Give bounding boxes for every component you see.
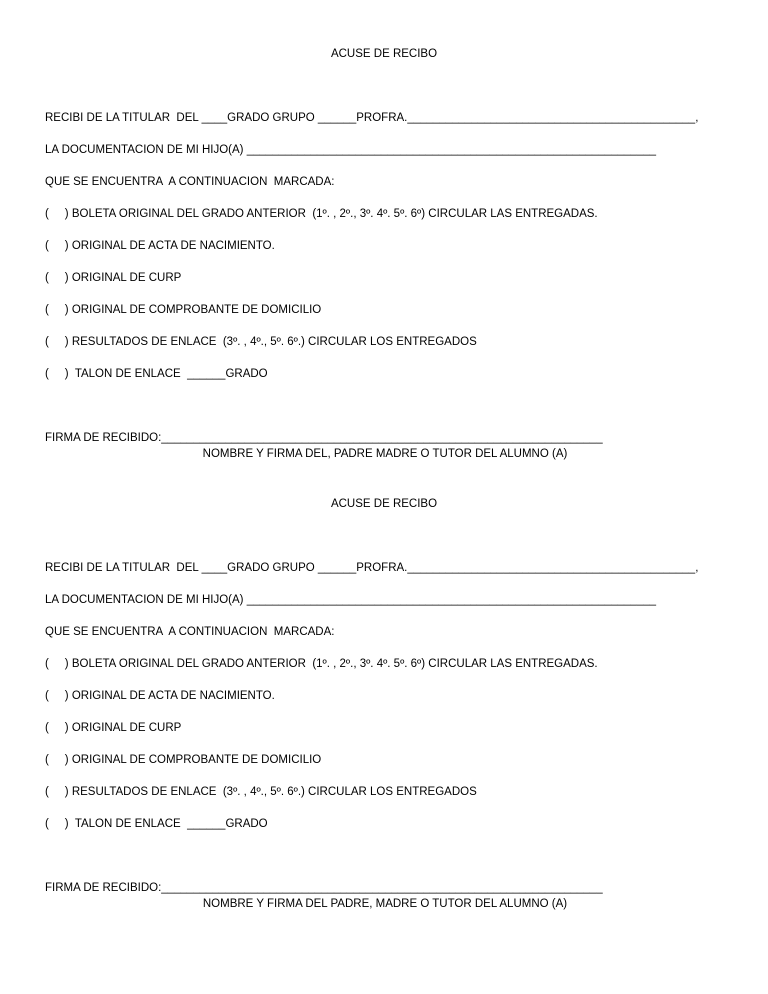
received-line: RECIBI DE LA TITULAR DEL ____GRADO GRUPO ______PROFRA._____________________________________________, bbox=[45, 112, 699, 124]
signature-line: FIRMA DE RECIBIDO:_____________________________________________________________________ bbox=[45, 432, 603, 444]
intro-text: QUE SE ENCUENTRA A CONTINUACION MARCADA: bbox=[45, 176, 335, 188]
checklist-item-boleta: ( ) BOLETA ORIGINAL DEL GRADO ANTERIOR (1º. , 2º., 3º. 4º. 5º. 6º) CIRCULAR LAS ENTREGADAS. bbox=[45, 208, 598, 220]
section-title: ACUSE DE RECIBO bbox=[330, 48, 438, 60]
checklist-item-curp: ( ) ORIGINAL DE CURP bbox=[45, 272, 182, 284]
checklist-item-enlace-results: ( ) RESULTADOS DE ENLACE (3º. , 4º., 5º. 6º.) CIRCULAR LOS ENTREGADOS bbox=[45, 786, 477, 798]
section-title: ACUSE DE RECIBO bbox=[330, 498, 438, 510]
checklist-item-domicilio: ( ) ORIGINAL DE COMPROBANTE DE DOMICILIO bbox=[45, 754, 322, 766]
checklist-item-curp: ( ) ORIGINAL DE CURP bbox=[45, 722, 182, 734]
checklist-item-enlace-results: ( ) RESULTADOS DE ENLACE (3º. , 4º., 5º. 6º.) CIRCULAR LOS ENTREGADOS bbox=[45, 336, 477, 348]
checklist-item-domicilio: ( ) ORIGINAL DE COMPROBANTE DE DOMICILIO bbox=[45, 304, 322, 316]
intro-text: QUE SE ENCUENTRA A CONTINUACION MARCADA: bbox=[45, 626, 335, 638]
signature-line: FIRMA DE RECIBIDO:_____________________________________________________________________ bbox=[45, 882, 603, 894]
checklist-item-enlace-talon: ( ) TALON DE ENLACE ______GRADO bbox=[45, 818, 268, 830]
checklist-item-acta: ( ) ORIGINAL DE ACTA DE NACIMIENTO. bbox=[45, 240, 275, 252]
checklist-item-enlace-talon: ( ) TALON DE ENLACE ______GRADO bbox=[45, 368, 268, 380]
checklist-item-acta: ( ) ORIGINAL DE ACTA DE NACIMIENTO. bbox=[45, 690, 275, 702]
child-documentation-line: LA DOCUMENTACION DE MI HIJO(A) ________________________________________________________________ bbox=[45, 594, 657, 606]
signature-caption: NOMBRE Y FIRMA DEL, PADRE MADRE O TUTOR DEL ALUMNO (A) bbox=[202, 448, 568, 460]
received-line: RECIBI DE LA TITULAR DEL ____GRADO GRUPO ______PROFRA._____________________________________________, bbox=[45, 562, 699, 574]
checklist-item-boleta: ( ) BOLETA ORIGINAL DEL GRADO ANTERIOR (1º. , 2º., 3º. 4º. 5º. 6º) CIRCULAR LAS ENTREGADAS. bbox=[45, 658, 598, 670]
signature-caption: NOMBRE Y FIRMA DEL PADRE, MADRE O TUTOR DEL ALUMNO (A) bbox=[202, 898, 568, 910]
child-documentation-line: LA DOCUMENTACION DE MI HIJO(A) ________________________________________________________________ bbox=[45, 144, 657, 156]
